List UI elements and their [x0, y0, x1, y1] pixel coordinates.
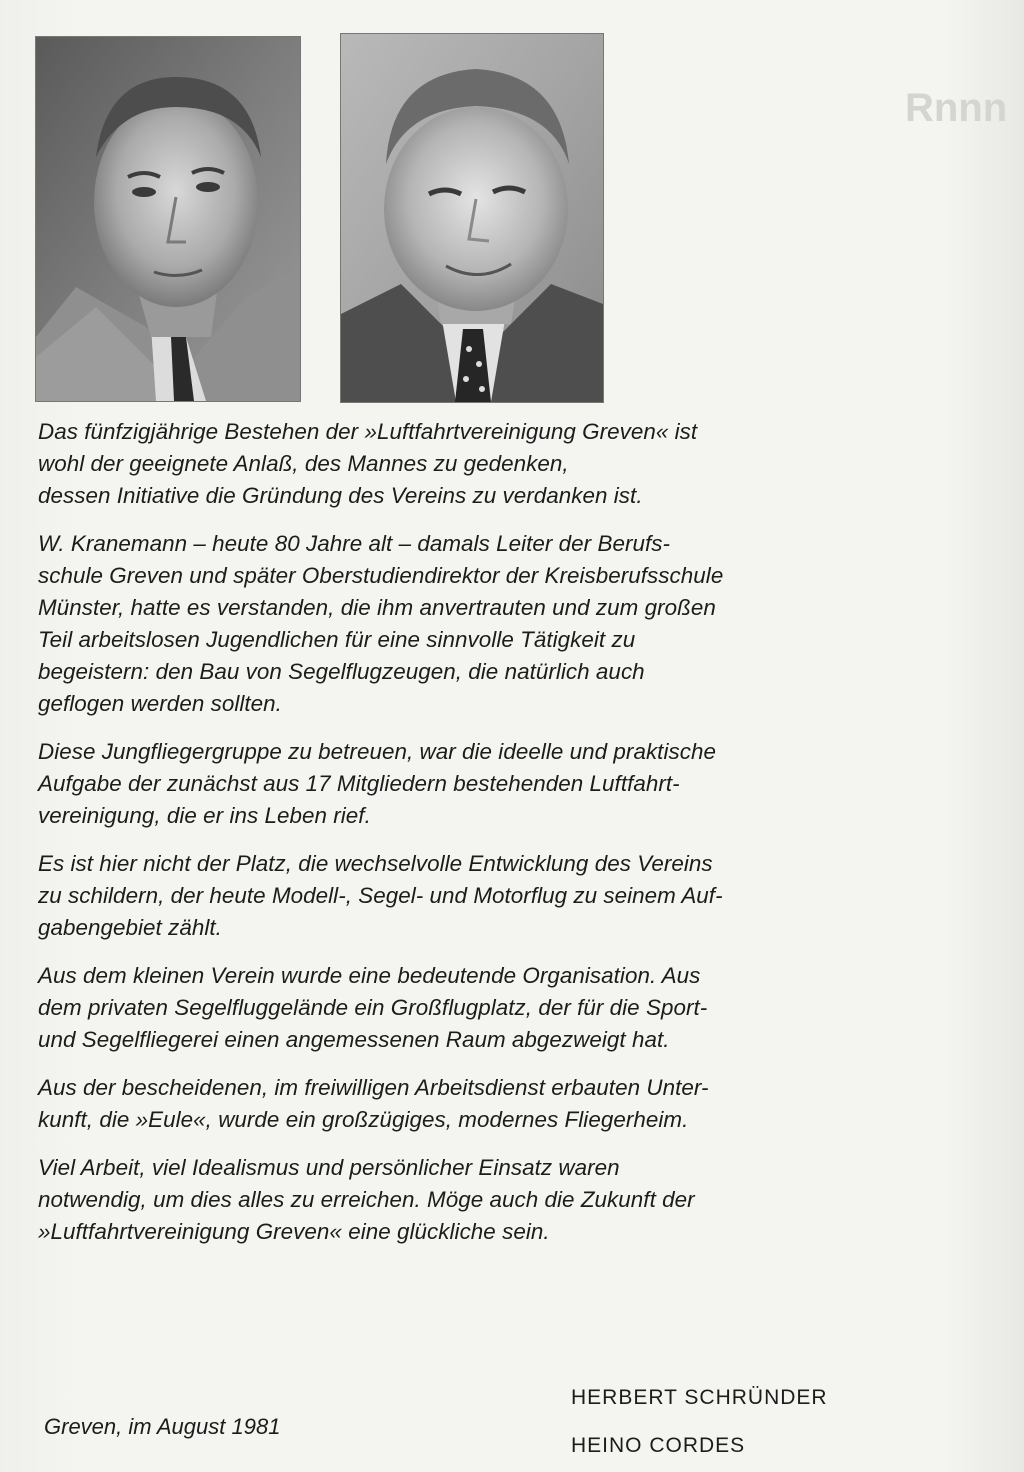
text-line: dem privaten Segelfluggelände ein Großflugplatz, der für die Sport- — [38, 995, 708, 1020]
text-line: Es ist hier nicht der Platz, die wechselvolle Entwicklung des Vereins — [38, 851, 713, 876]
text-line: gabengebiet zählt. — [38, 915, 222, 940]
bleed-through-fragment: Rnnn — [905, 86, 1008, 130]
text-line: dessen Initiative die Gründung des Vereins zu verdanken ist. — [38, 483, 643, 508]
text-line: zu schildern, der heute Modell-, Segel- und Motorflug zu seinem Auf- — [38, 883, 723, 908]
text-line: Das fünfzigjährige Bestehen der »Luftfahrtvereinigung Greven« ist — [38, 419, 698, 444]
portrait-left-illustration — [36, 37, 300, 401]
text-line: Aus dem kleinen Verein wurde eine bedeutende Organisation. Aus — [38, 963, 701, 988]
text-line: Aufgabe der zunächst aus 17 Mitgliedern bestehenden Luftfahrt- — [38, 771, 680, 796]
paragraph-5 — [38, 960, 938, 1056]
paragraph-6 — [38, 1072, 938, 1136]
portrait-right-illustration — [341, 34, 603, 402]
portrait-photo-left — [36, 37, 300, 401]
text-line: vereinigung, die er ins Leben rief. — [38, 803, 371, 828]
text-line: begeistern: den Bau von Segelflugzeugen, die natürlich auch — [38, 659, 645, 684]
place-and-date: Greven, im August 1981 — [44, 1414, 281, 1439]
paragraph-2 — [38, 528, 938, 720]
paragraph-7 — [38, 1152, 938, 1248]
text-line: notwendig, um dies alles zu erreichen. Möge auch die Zukunft der — [38, 1187, 695, 1212]
text-line: W. Kranemann – heute 80 Jahre alt – damals Leiter der Berufs- — [38, 531, 670, 556]
text-line: kunft, die »Eule«, wurde ein großzügiges, modernes Fliegerheim. — [38, 1107, 689, 1132]
text-line: Teil arbeitslosen Jugendlichen für eine sinnvolle Tätigkeit zu — [38, 627, 636, 652]
body-text — [38, 416, 938, 1248]
paragraph-3 — [38, 736, 938, 832]
text-line: Diese Jungfliegergruppe zu betreuen, war die ideelle und praktische — [38, 739, 716, 764]
text-line: Aus der bescheidenen, im freiwilligen Arbeitsdienst erbauten Unter- — [38, 1075, 709, 1100]
signature-name-1: HERBERT SCHRÜNDER — [571, 1386, 828, 1409]
text-line: Münster, hatte es verstanden, die ihm anvertrauten und zum großen — [38, 595, 716, 620]
text-line: »Luftfahrtvereinigung Greven« eine glückliche sein. — [38, 1219, 550, 1244]
text-line: schule Greven und später Oberstudiendirektor der Kreisberufsschule — [38, 563, 724, 588]
text-line: wohl der geeignete Anlaß, des Mannes zu gedenken, — [38, 451, 569, 476]
paragraph-1 — [38, 416, 938, 512]
portrait-photo-right — [341, 34, 603, 402]
text-line: geflogen werden sollten. — [38, 691, 282, 716]
text-line: und Segelfliegerei einen angemessenen Raum abgezweigt hat. — [38, 1027, 670, 1052]
signature-name-2: HEINO CORDES — [571, 1434, 746, 1457]
paragraph-4 — [38, 848, 938, 944]
text-line: Viel Arbeit, viel Idealismus und persönlicher Einsatz waren — [38, 1155, 620, 1180]
